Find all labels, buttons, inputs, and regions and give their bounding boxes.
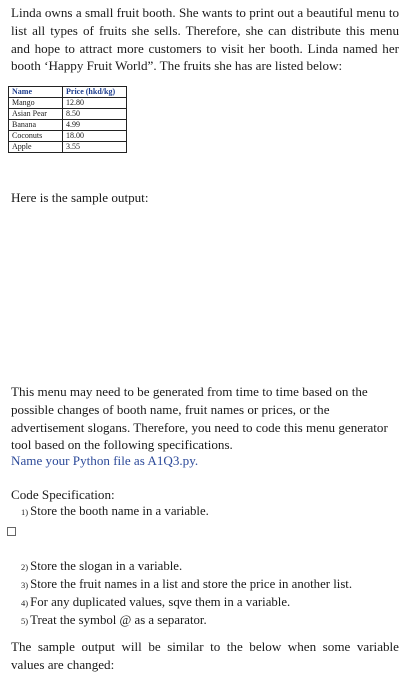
closing-paragraph: The sample output will be similar to the below when some variable values are changed: xyxy=(11,639,399,672)
spec-text: Treat the symbol @ as a separator. xyxy=(30,613,207,627)
spec-item-4 xyxy=(21,594,290,612)
filename-instruction: Name your Python file as A1Q3.py. xyxy=(11,453,199,468)
intro-paragraph: Linda owns a small fruit booth. She wants to print out a beautiful menu to list all types of fruits she sells. Therefore, she can distribute this menu and hope to attract more customers to visit her booth. Linda named her booth ‘Happy Fruit World”. The fruits she has are listed below: xyxy=(11,5,399,74)
spec-number: 2) xyxy=(21,562,29,572)
spec-number: 5) xyxy=(21,616,29,626)
spec-text: Store the slogan in a variable. xyxy=(30,559,183,573)
spec-item-5 xyxy=(21,612,207,630)
spec-item-2 xyxy=(21,558,182,576)
checkbox-icon[interactable] xyxy=(7,527,16,536)
table-row xyxy=(9,142,127,153)
fruit-name-cell: Banana xyxy=(9,120,63,131)
fruit-name-cell: Mango xyxy=(9,98,63,109)
spec-number: 3) xyxy=(21,580,29,590)
table-row xyxy=(9,131,127,142)
header-price: Price (hkd/kg) xyxy=(63,87,127,98)
spec-item-3 xyxy=(21,576,352,594)
fruit-price-cell: 18.00 xyxy=(63,131,127,142)
spec-text: Store the booth name in a variable. xyxy=(30,504,209,518)
code-spec-heading: Code Specification: xyxy=(11,487,115,502)
menu-generator-paragraph: This menu may need to be generated from time to time based on the possible changes of booth name, fruit names or prices, or the advertisement slogans. Therefore, you need to code this menu generator tool based on the following specifications. xyxy=(11,384,388,453)
fruit-name-cell: Coconuts xyxy=(9,131,63,142)
spec-item-1 xyxy=(21,503,209,521)
table-row xyxy=(9,109,127,120)
fruit-price-cell: 8.50 xyxy=(63,109,127,120)
header-name: Name xyxy=(9,87,63,98)
spec-text: For any duplicated values, sqve them in a variable. xyxy=(30,595,291,609)
fruit-name-cell: Apple xyxy=(9,142,63,153)
fruit-name-cell: Asian Pear xyxy=(9,109,63,120)
table-header-row xyxy=(9,87,127,98)
fruit-price-cell: 3.55 xyxy=(63,142,127,153)
spec-text: Store the fruit names in a list and store the price in another list. xyxy=(30,577,353,591)
fruit-price-table xyxy=(8,86,127,153)
table-row xyxy=(9,120,127,131)
sample-output-label: Here is the sample output: xyxy=(11,190,149,205)
table-row xyxy=(9,98,127,109)
spec-number: 1) xyxy=(21,507,29,517)
spec-number: 4) xyxy=(21,598,29,608)
fruit-price-cell: 12.80 xyxy=(63,98,127,109)
fruit-price-cell: 4.99 xyxy=(63,120,127,131)
